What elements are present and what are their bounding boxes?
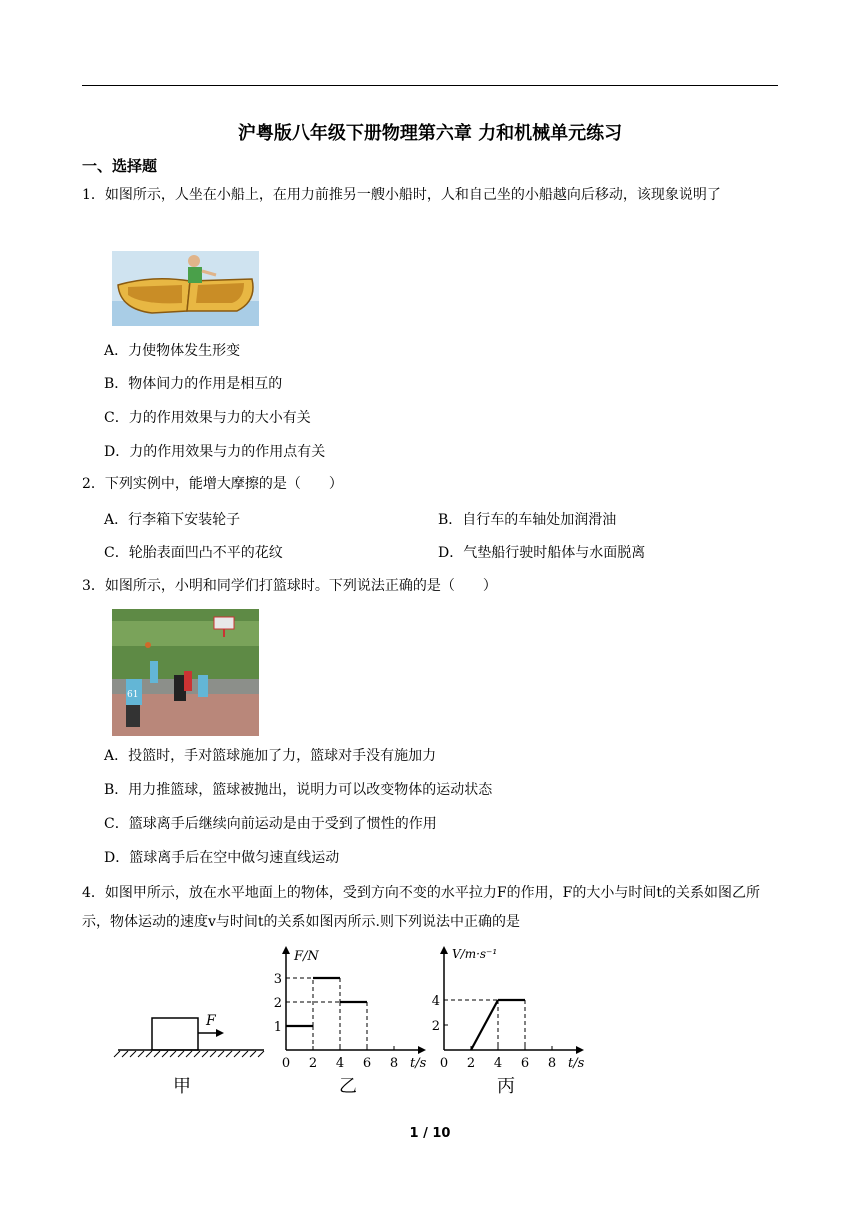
section-heading: 一、选择题 xyxy=(82,157,158,175)
svg-text:61: 61 xyxy=(127,690,139,700)
q3-option-c[interactable]: C．篮球离手后继续向前运动是由于受到了惯性的作用 xyxy=(104,816,437,832)
header-rule xyxy=(82,85,778,86)
chart-yi-ytick-2: 2 xyxy=(273,996,282,1011)
q1-option-d[interactable]: D．力的作用效果与力的作用点有关 xyxy=(104,444,326,460)
chart-bing-xtick-0: 0 xyxy=(439,1056,449,1071)
q1-option-c[interactable]: C．力的作用效果与力的大小有关 xyxy=(104,410,311,426)
q3-option-d[interactable]: D．篮球离手后在空中做匀速直线运动 xyxy=(104,850,340,866)
question-2-stem: 2．下列实例中，能增大摩擦的是（ ） xyxy=(82,476,343,492)
basketball-image xyxy=(112,609,259,736)
chart-bing-caption: 丙 xyxy=(497,1076,515,1097)
q1-option-a[interactable]: A．力使物体发生形变 xyxy=(104,343,241,359)
chart-bing-xlabel: t/s xyxy=(568,1056,585,1071)
chart-yi-ylabel: F/N xyxy=(294,949,319,964)
chart-yi-xtick-4: 4 xyxy=(335,1056,345,1071)
q2-option-a[interactable]: A．行李箱下安装轮子 xyxy=(104,512,241,528)
q2-option-d[interactable]: D．气垫船行驶时船体与水面脱离 xyxy=(438,545,646,561)
q2-option-c[interactable]: C．轮胎表面凹凸不平的花纹 xyxy=(104,545,283,561)
figure-jia xyxy=(112,940,272,1100)
chart-yi-ytick-1: 1 xyxy=(273,1020,282,1035)
figure-jia-caption: 甲 xyxy=(173,1076,191,1097)
block xyxy=(152,1018,198,1050)
chart-bing-ytick-4: 4 xyxy=(431,994,440,1009)
chart-bing xyxy=(430,940,595,1100)
chart-yi-caption: 乙 xyxy=(339,1076,357,1097)
q3-option-b[interactable]: B．用力推篮球，篮球被抛出，说明力可以改变物体的运动状态 xyxy=(104,782,493,798)
chart-bing-xtick-8: 8 xyxy=(547,1056,557,1071)
chart-yi-xtick-2: 2 xyxy=(308,1056,318,1071)
chart-yi-xlabel: t/s xyxy=(410,1056,427,1071)
q2-option-b[interactable]: B．自行车的车轴处加润滑油 xyxy=(438,512,617,528)
question-1-stem: 1．如图所示，人坐在小船上，在用力前推另一艘小船时，人和自己坐的小船越向后移动，该现象说明了 xyxy=(82,187,721,203)
question-3-stem: 3．如图所示，小明和同学们打篮球时。下列说法正确的是（ ） xyxy=(82,578,497,594)
chart-yi-ytick-3: 3 xyxy=(273,972,282,987)
chart-bing-xtick-6: 6 xyxy=(520,1056,530,1071)
chart-yi xyxy=(272,940,437,1100)
chart-yi-xtick-0: 0 xyxy=(281,1056,291,1071)
chart-yi-xtick-6: 6 xyxy=(362,1056,372,1071)
chart-bing-segment-0 xyxy=(471,1000,498,1050)
chart-bing-ytick-2: 2 xyxy=(431,1019,440,1034)
chart-yi-xtick-8: 8 xyxy=(389,1056,399,1071)
page-number: 1 / 10 xyxy=(409,1126,451,1141)
page-title: 沪粤版八年级下册物理第六章 力和机械单元练习 xyxy=(237,123,623,144)
force-label: F xyxy=(206,1013,216,1029)
boats-image xyxy=(112,251,259,326)
chart-bing-xtick-4: 4 xyxy=(493,1056,503,1071)
question-4-stem: 4．如图甲所示，放在水平地面上的物体，受到方向不变的水平拉力F的作用，F的大小与时间t的关系如图乙所示，物体运动的速度v与时间t的关系如图丙所示.则下列说法中正确的是 xyxy=(82,885,760,930)
chart-bing-xtick-2: 2 xyxy=(466,1056,476,1071)
q1-option-b[interactable]: B．物体间力的作用是相互的 xyxy=(104,376,283,392)
q3-option-a[interactable]: A．投篮时，手对篮球施加了力，篮球对手没有施加力 xyxy=(104,748,437,764)
chart-bing-ylabel: V/m·s⁻¹ xyxy=(452,947,498,961)
